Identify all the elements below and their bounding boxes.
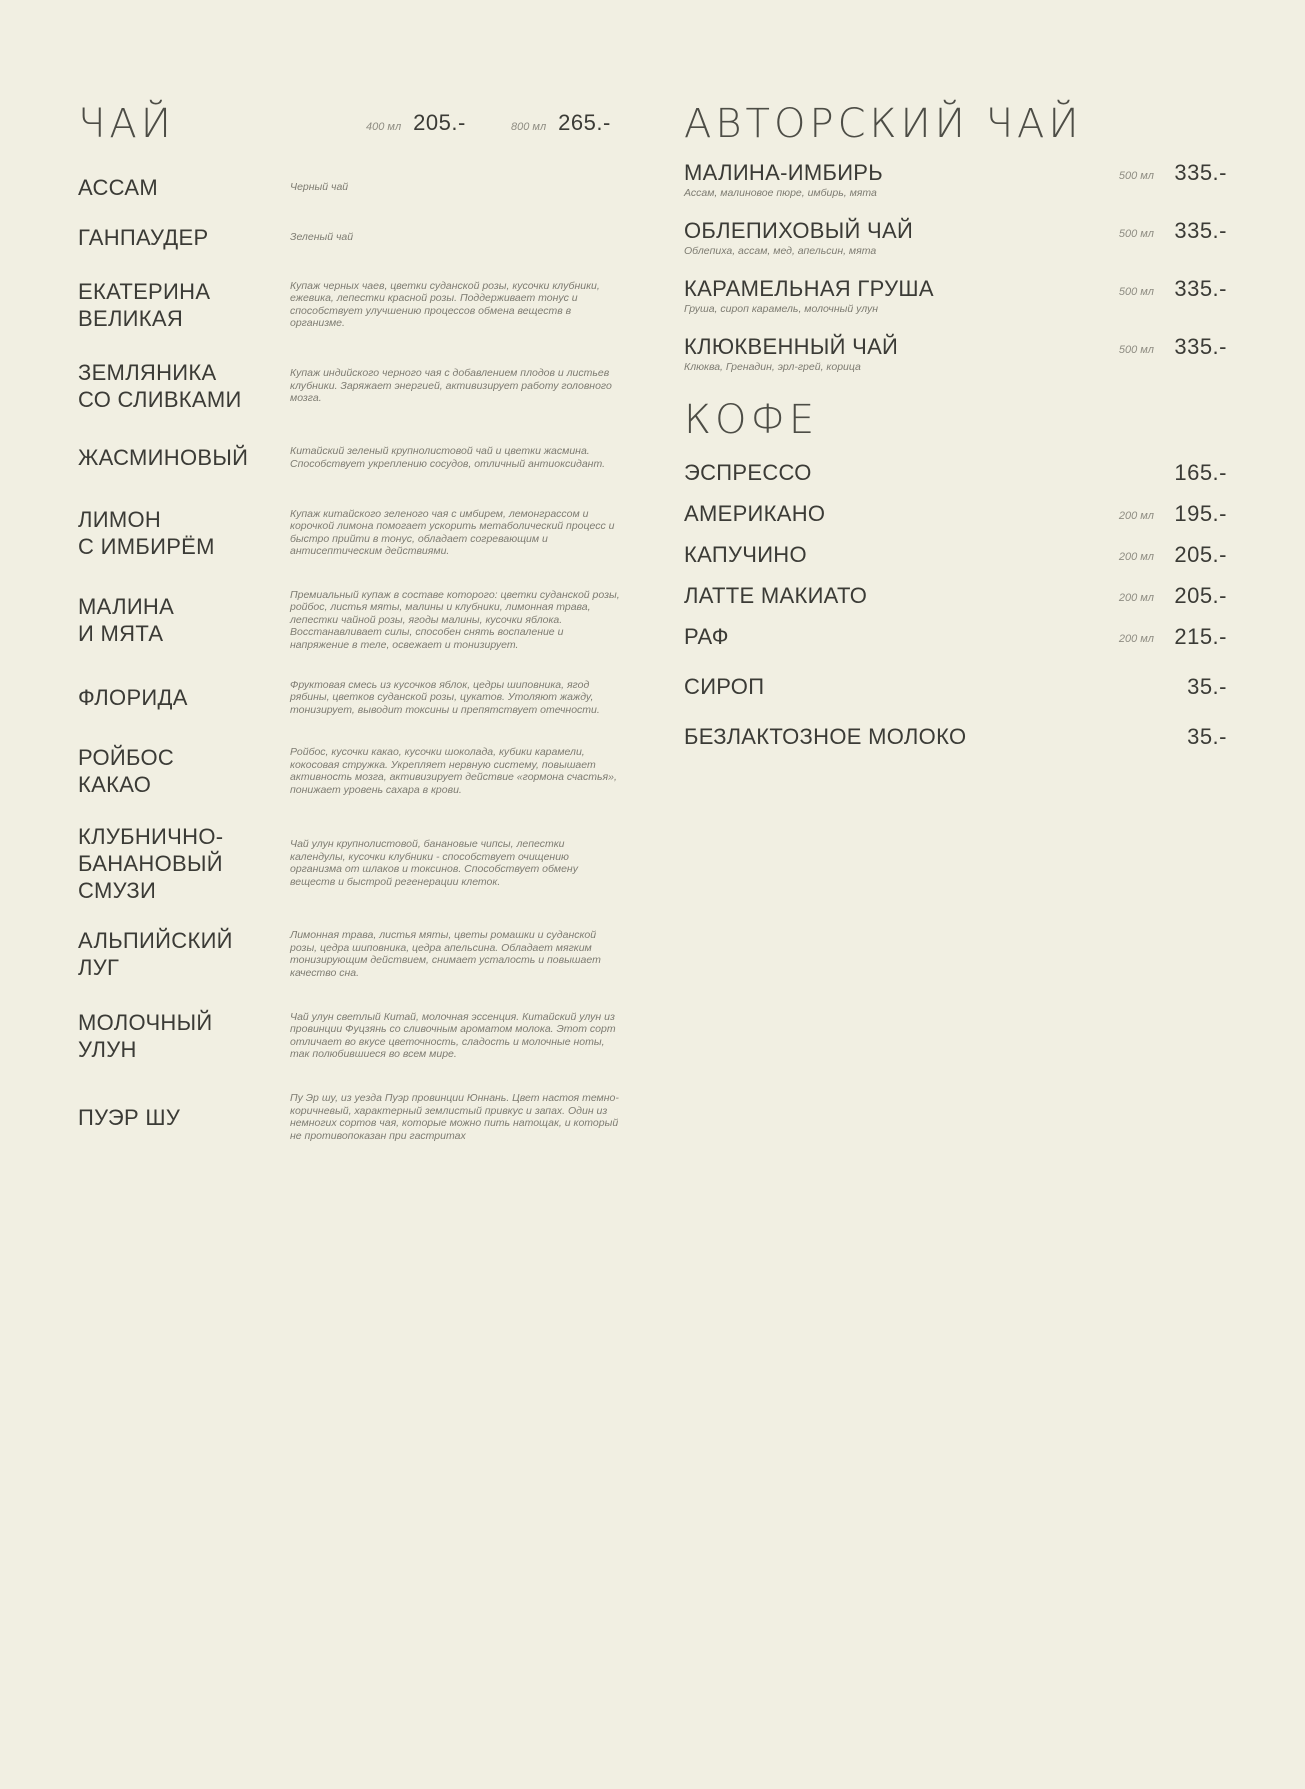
tea-name: ЗЕМЛЯНИКА СО СЛИВКАМИ <box>78 360 242 412</box>
tea-name: АССАМ <box>78 174 158 200</box>
tea-item <box>78 575 623 665</box>
price-column-800 <box>511 110 611 136</box>
volume-label: 800 мл <box>511 121 547 133</box>
price-label: 265.- <box>558 110 611 135</box>
price-label: 195.- <box>1174 501 1227 526</box>
coffee-title: КОФЕ <box>684 397 819 443</box>
coffee-name: ЛАТТЕ МАКИАТО <box>684 583 868 608</box>
tea-name: ФЛОРИДА <box>78 685 188 710</box>
coffee-item <box>684 674 1227 724</box>
tea-description: Чай улун светлый Китай, молочная эссенция. Китайский улун из провинции Фуцзянь со сливочным ароматом молока. Этот сорт отличает во вкусе цветочность, сладость и молочные ноты, так полюбившиеся во всем мире. <box>290 1010 616 1060</box>
tea-description: Ройбос, кусочки какао, кусочки шоколада, кубики карамели, кокосовая стружка. Укрепляет нервную систему, повышает активность мозга, активизирует действие «гормона счастья», понижает уровень сахара в крови. <box>290 746 617 796</box>
tea-item <box>78 665 623 730</box>
tea-item <box>78 162 623 212</box>
author-tea-ingredients: Облепиха, ассам, мед, апельсин, мята <box>684 245 877 257</box>
author-tea-item <box>684 276 1227 334</box>
coffee-name: КАПУЧИНО <box>684 542 807 567</box>
coffee-name: РАФ <box>684 624 729 649</box>
tea-item <box>78 914 623 994</box>
author-tea-item <box>684 218 1227 276</box>
tea-name: ЖАСМИНОВЫЙ <box>78 445 249 470</box>
volume-label: 200 мл <box>1118 633 1154 645</box>
tea-description: Чай улун крупнолистовой, банановые чипсы, лепестки календулы, кусочки клубники - способствует очищению организма от шлаков и токсинов. Способствует обмену веществ и быстрой регенерации клеток. <box>290 838 578 888</box>
tea-name: АЛЬПИЙСКИЙ ЛУГ <box>78 928 233 980</box>
tea-item <box>78 1077 623 1157</box>
coffee-name: АМЕРИКАНО <box>684 501 826 526</box>
tea-item <box>78 730 623 812</box>
author-tea-name: ОБЛЕПИХОВЫЙ ЧАЙ <box>684 218 914 243</box>
volume-label: 200 мл <box>1118 510 1154 522</box>
coffee-name: СИРОП <box>684 674 765 699</box>
volume-label: 200 мл <box>1118 592 1154 604</box>
price-label: 215.- <box>1174 624 1227 649</box>
price-label: 205.- <box>413 110 466 135</box>
tea-item <box>78 812 623 914</box>
tea-section <box>78 100 623 1157</box>
coffee-item <box>684 501 1227 542</box>
author-tea-name: КАРАМЕЛЬНАЯ ГРУША <box>684 276 934 301</box>
volume-label: 500 мл <box>1118 344 1154 356</box>
tea-description: Премиальный купаж в составе которого: цветки суданской розы, ройбос, листья мяты, малины и клубники, лимонная трава, лепестки чайной розы, ягоды малины, кусочки яблока. Восстанавливает силы, способен снять воспаление и напряжение в теле, освежает и тонизирует. <box>290 588 620 651</box>
price-label: 335.- <box>1174 160 1227 185</box>
tea-name: ГАНПАУДЕР <box>78 224 209 250</box>
tea-name: ЕКАТЕРИНА ВЕЛИКАЯ <box>78 278 211 331</box>
author-tea-name: МАЛИНА-ИМБИРЬ <box>684 160 884 185</box>
coffee-item <box>684 542 1227 583</box>
tea-name: РОЙБОС КАКАО <box>78 745 175 797</box>
price-label: 335.- <box>1174 218 1227 243</box>
tea-description: Зеленый чай <box>290 230 354 243</box>
author-tea-list <box>684 160 1227 392</box>
price-label: 35.- <box>1187 674 1227 699</box>
price-label: 335.- <box>1174 334 1227 359</box>
coffee-item <box>684 724 1227 765</box>
volume-label: 500 мл <box>1118 286 1154 298</box>
tea-description: Фруктовая смесь из кусочков яблок, цедры шиповника, ягод рябины, цветков суданской розы, цукатов. Утоляют жажду, тонизирует, выводит токсины и препятствует отечности. <box>290 678 600 716</box>
author-tea-item <box>684 160 1227 218</box>
author-tea-title: АВТОРСКИЙ ЧАЙ <box>684 101 1083 147</box>
coffee-list <box>684 460 1227 765</box>
tea-item <box>78 347 623 425</box>
right-column <box>684 100 1227 765</box>
tea-name: ПУЭР ШУ <box>78 1104 181 1130</box>
price-label: 35.- <box>1187 724 1227 749</box>
tea-list <box>78 162 623 1157</box>
coffee-item <box>684 583 1227 624</box>
coffee-name: БЕЗЛАКТОЗНОЕ МОЛОКО <box>684 724 967 749</box>
tea-description: Пу Эр шу, из уезда Пуэр провинции Юннань. Цвет настоя темно-коричневый, характерный землистый привкус и запах. Один из немногих сортов чая, которые можно пить натощак, и который не противопоказан при гастритах <box>290 1092 619 1142</box>
price-label: 165.- <box>1174 460 1227 485</box>
author-tea-ingredients: Ассам, малиновое пюре, имбирь, мята <box>684 187 877 199</box>
tea-description: Лимонная трава, листья мяты, цветы ромашки и суданской розы, цедра шиповника, цедра апельсина. Обладает мягким тонизирующим действием, снимает усталость и повышает качество сна. <box>290 929 601 979</box>
price-label: 205.- <box>1174 542 1227 567</box>
tea-item <box>78 262 623 347</box>
tea-item <box>78 994 623 1077</box>
tea-name: КЛУБНИЧНО- БАНАНОВЫЙ СМУЗИ <box>78 823 224 903</box>
tea-item <box>78 490 623 575</box>
volume-label: 200 мл <box>1118 551 1154 563</box>
author-tea-ingredients: Груша, сироп карамель, молочный улун <box>684 303 879 315</box>
author-tea-name: КЛЮКВЕННЫЙ ЧАЙ <box>684 334 899 359</box>
price-label: 335.- <box>1174 276 1227 301</box>
price-label: 205.- <box>1174 583 1227 608</box>
coffee-item <box>684 460 1227 501</box>
tea-item <box>78 212 623 262</box>
price-column-400 <box>366 110 466 136</box>
tea-description: Купаж китайского зеленого чая с имбирем, лемонграссом и корочкой лимона помогает ускорить метаболический процесс и быстро прийти в тонус, обладает согревающим и антисептическим действиями. <box>290 507 615 557</box>
tea-description: Купаж черных чаев, цветки суданской розы, кусочки клубники, ежевика, лепестки красной розы. Поддерживает тонус и способствует улучшению процессов обмена веществ в организме. <box>290 279 600 329</box>
tea-description: Черный чай <box>290 180 349 193</box>
tea-title: ЧАЙ <box>78 101 175 147</box>
tea-name: МАЛИНА И МЯТА <box>78 594 175 646</box>
tea-name: МОЛОЧНЫЙ УЛУН <box>78 1009 213 1062</box>
volume-label: 500 мл <box>1118 170 1154 182</box>
volume-label: 500 мл <box>1118 228 1154 240</box>
tea-description: Купаж индийского черного чая с добавлением плодов и листьев клубники. Заряжает энергией, активизирует работу головного мозга. <box>290 367 612 405</box>
coffee-name: ЭСПРЕССО <box>684 460 812 485</box>
tea-item <box>78 425 623 490</box>
coffee-item <box>684 624 1227 674</box>
author-tea-ingredients: Клюква, Гренадин, эрл-грей, корица <box>684 361 861 373</box>
volume-label: 400 мл <box>366 121 402 133</box>
tea-header <box>78 100 623 150</box>
tea-description: Китайский зеленый крупнолистовой чай и цветки жасмина. Способствует укреплению сосудов, отличный антиоксидант. <box>290 445 605 470</box>
tea-name: ЛИМОН С ИМБИРЁМ <box>78 506 215 559</box>
author-tea-item <box>684 334 1227 392</box>
